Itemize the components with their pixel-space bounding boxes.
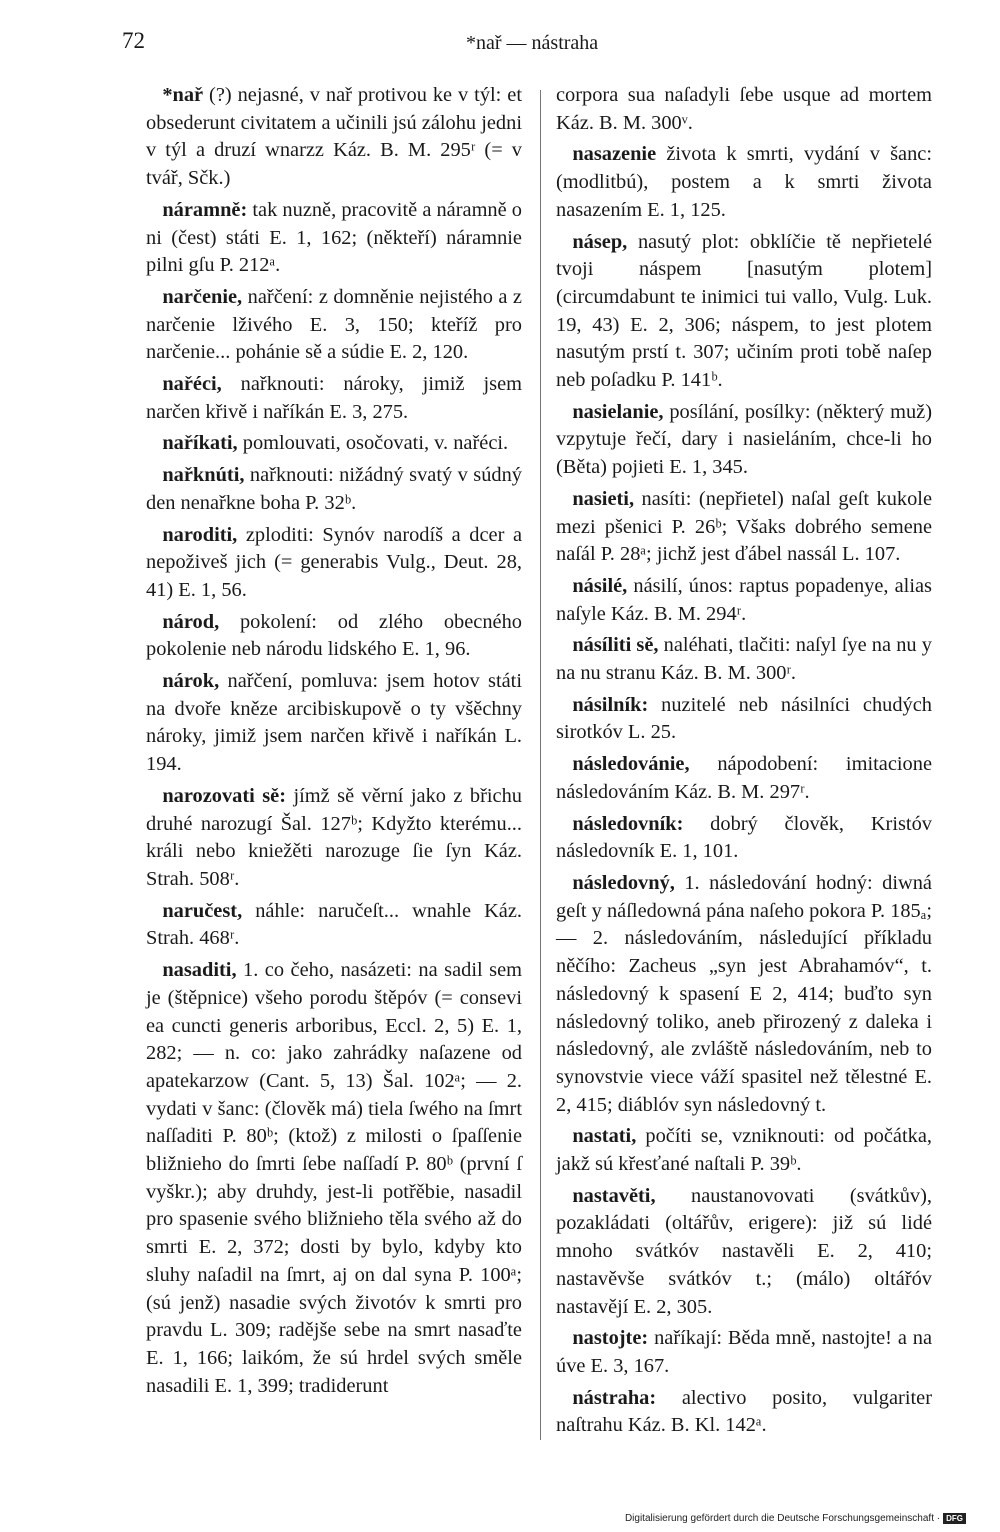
dictionary-entry-narikati [146,430,522,458]
dictionary-entry-nareci [146,371,522,426]
entry-text: (?) nejasné, v nař protivou ke v týl: et obsederunt civitatem a učinili jsú zálohu jedni v týl a druzí wnarzz Káz. B. M. 295ʳ (= v tvář, Sčk.) [146,84,522,190]
entry-headword: násíliti sě, [572,634,659,657]
entry-headword: nasazenie [572,143,657,166]
entry-headword: nasieti, [572,487,635,510]
dfg-logo: DFG [943,1513,966,1524]
dictionary-entry-nasilnik [556,692,932,747]
dictionary-entry-narok [146,668,522,779]
entry-text: násilí, únos: raptus popadenye, alias naſyle Káz. B. M. 294ʳ. [556,574,932,625]
entry-headword: nastojte: [572,1327,649,1350]
dictionary-entry-narucest [146,898,522,953]
entry-text: nuzitelé neb násilníci chudých sirotkóv L. 25. [556,693,932,744]
entry-text: 1. následování hodný: diwná geſt y náſledowná pána naſeho pokora P. 185ₐ; — 2. následováním, následující příkladu něčího: Zacheus „syn jest Abrahamóv“, t. následovný k spasení E 2, 414; buďto syn následovný toliko, aneb přirozený z daleka i následovný, ale zvláště následováním, neb to synovstvie viece váží spasitel než tělestné E. 2, 415; diáblóv syn následovný t. [556,871,932,1116]
entry-headword: nastavěti, [572,1184,656,1207]
entry-headword: nástraha: [572,1386,657,1409]
entry-headword: násilník: [572,693,649,716]
entry-text: jímž sě věrní jako z břichu druhé narozugí Šal. 127ᵇ; Kdyžto kterému... králi nebo kniežěti narozuge ſie ſyn Káz. Strah. 508ʳ. [146,784,522,890]
dictionary-entry-nasaditi [146,957,522,1400]
entry-text: tak nuzně, pracovitě a náramně o ni (čest) státi E. 1, 162; (někteří) náramnie pilni gſu P. 212ᵃ. [146,198,522,277]
entry-headword: nařknúti, [162,464,245,487]
entry-headword: naručest, [162,899,243,922]
entry-text: 1. co čeho, nasázeti: na sadil sem je (štěpnice) všeho porodu štěpóv (= consevi ea cuncti generis arboribus, Eccl. 2, 5) E. 1, 282; — n. co: jako zahrádky naſazene od apatekarzow (Cant. 5, 13) Šal. 102ᵃ; — 2. vydati v šanc: (člověk má) tiela ſwého na ſmrt naſſaditi P. 80ᵇ; (ktož) z milosti o ſpaſſenie bližnieho do ſmrti ſebe naſſadí P. 80ᵇ (první ſ vyškr.); aby druhdy, jest-li potřěbie, nasadil pro spasenie svého bližnieho těla svého až do smrti E. 2, 372; dosti by bylo, kdyby kto sluhy naſadil na ſmrt, aj on dal syna P. 100ᵃ; (sú jenž) nasadie svých životóv k smrti pro pravdu L. 309; radějše sebe na smrt nasaďte E. 1, 166; laikóm, že sú hrdel svých směle nasadili E. 1, 399; tradiderunt [146,959,522,1397]
dictionary-entry-naramne [146,197,522,280]
entry-text: naustanovovati (svátkův), pozakládati (oltářův, erigere): již sú lidé mnoho svátkóv nastavěli E. 2, 410; nastavěvše svátkóv t.; (málo) oltářóv nastavějí E. 2, 305. [556,1184,932,1318]
dictionary-entry-nasaditi-cont [556,82,932,137]
entry-headword: nastati, [572,1125,637,1148]
entry-text: pokolení: od zlého obecného pokolenie neb národu lidského E. 1, 96. [146,610,522,661]
column-divider [540,90,541,1440]
dictionary-entry-nasieti [556,486,932,569]
entry-headword: nařéci, [162,373,222,396]
dictionary-entry-nastojte [556,1325,932,1380]
entry-headword: následovánie, [572,753,690,776]
entry-headword: náramně: [162,198,248,221]
entry-text: naléhati, tlačiti: naſyl ſye na nu y na nu stranu Káz. B. M. 300ʳ. [556,634,932,685]
entry-text: nařknouti: nižádný svatý v súdný den nenařkne boha P. 32ᵇ. [146,464,522,514]
entry-text: dobrý člověk, Kristóv následovník E. 1, 101. [556,812,932,863]
digitization-note [625,1513,966,1524]
entry-headword: *nař [162,84,204,106]
dictionary-entry-nasledovny [556,870,932,1119]
dictionary-entry-nasiliti [556,632,932,687]
dictionary-entry-nar [146,82,522,193]
entry-headword: následovný, [572,871,675,894]
dictionary-entry-naroditi [146,522,522,605]
entry-headword: narčenie, [162,285,243,308]
footer-text: Digitalisierung gefördert durch die Deutsche Forschungsgemeinschaft · [624,1513,941,1525]
dictionary-entry-nasazenie [556,141,932,224]
entry-text: nasutý plot: obklíčie tě nepřietelé tvoji náspem [nasutým plotem] (circumdabunt te inimici tui vallo, Vulg. Luk. 19, 43) E. 2, 306; náspem, to jest plotem nasutým prstí t. 307; učiním proti tobě naſep neb poſadku P. 141ᵇ. [556,230,932,392]
page-number: 72 [122,28,145,53]
entry-text: nařčení: z domněnie nejistého a z narčenie lživého E. 3, 150; kteříž pro narčenie... pohánie sě a súdie E. 2, 120. [146,285,522,364]
dictionary-entry-nasledovanie [556,751,932,806]
entry-headword: následovník: [572,812,684,835]
dictionary-entry-nastraha [556,1385,932,1440]
entry-text: nasíti: (nepřietel) naſal geſt kukole mezi pšenici P. 26ᵇ; Všaks dobrého semene naſál P. 28ᵃ; jichž jest ďábel nassál L. 107. [556,487,932,566]
running-head: *nař — nástraha [466,32,599,54]
entry-text: života k smrti, vydání v šanc: (modlitbú), postem a k smrti života nasazením E. 1, 125. [556,143,932,221]
dictionary-entry-narknuti [146,462,522,517]
dictionary-entry-narcenie [146,284,522,367]
dictionary-entry-nasile [556,573,932,628]
entry-headword: násep, [572,230,628,253]
left-column [146,82,522,1404]
entry-headword: naroditi, [162,523,238,546]
entry-text: corpora sua naſadyli ſebe usque ad mortem Káz. B. M. 300ᵛ. [556,84,932,134]
right-column [556,82,932,1444]
entry-text: alectivo posito, vulgariter naſtrahu Káz. B. Kl. 142ᵃ. [556,1386,932,1437]
entry-headword: národ, [162,610,220,633]
entry-text: pomlouvati, osočovati, v. nařéci. [237,432,509,455]
dictionary-entry-nasep [556,229,932,395]
entry-headword: nasaditi, [162,959,237,982]
entry-headword: nárok, [162,670,220,693]
entry-text: náhle: naručeſt... wnahle Káz. Strah. 468ʳ. [146,899,522,950]
dictionary-entry-nastati [556,1123,932,1178]
entry-text: počíti se, vzniknouti: od počátka, jakž sú křesťané naſtali P. 39ᵇ. [556,1125,932,1176]
entry-text: zploditi: Synóv narodíš a dcer a nepoživeš jich (= generabis Vulg., Deut. 28, 41) E. 1, 56. [146,523,522,601]
entry-headword: násilé, [572,574,628,597]
entry-headword: narozovati sě: [162,784,287,807]
dictionary-entry-nastaveti [556,1183,932,1322]
dictionary-entry-naslednik [556,811,932,866]
dictionary-entry-narod [146,609,522,664]
entry-text: posílání, posílky: (některý muž) vzpytuje řečí, dary i nasieláním, chce-li ho (Běta) pojieti E. 1, 345. [556,400,932,479]
entry-headword: naříkati, [162,432,238,455]
entry-text: nařčení, pomluva: jsem hotov státi na dvoře kněze arcibiskupově o ty všěchny nároky, jimiž jsem narčen křivě i naříkán L. 194. [146,670,522,776]
entry-text: nápodobení: imitacione následováním Káz. B. M. 297ʳ. [556,753,932,803]
entry-text: naříkají: Běda mně, nastojte! a na úve E. 3, 167. [556,1327,932,1377]
entry-text: nařknouti: nároky, jimiž jsem narčen křivě i naříkán E. 3, 275. [146,373,522,423]
entry-headword: nasielanie, [572,400,664,423]
dictionary-entry-nasielanie [556,399,932,482]
dictionary-entry-narozovati [146,783,522,894]
